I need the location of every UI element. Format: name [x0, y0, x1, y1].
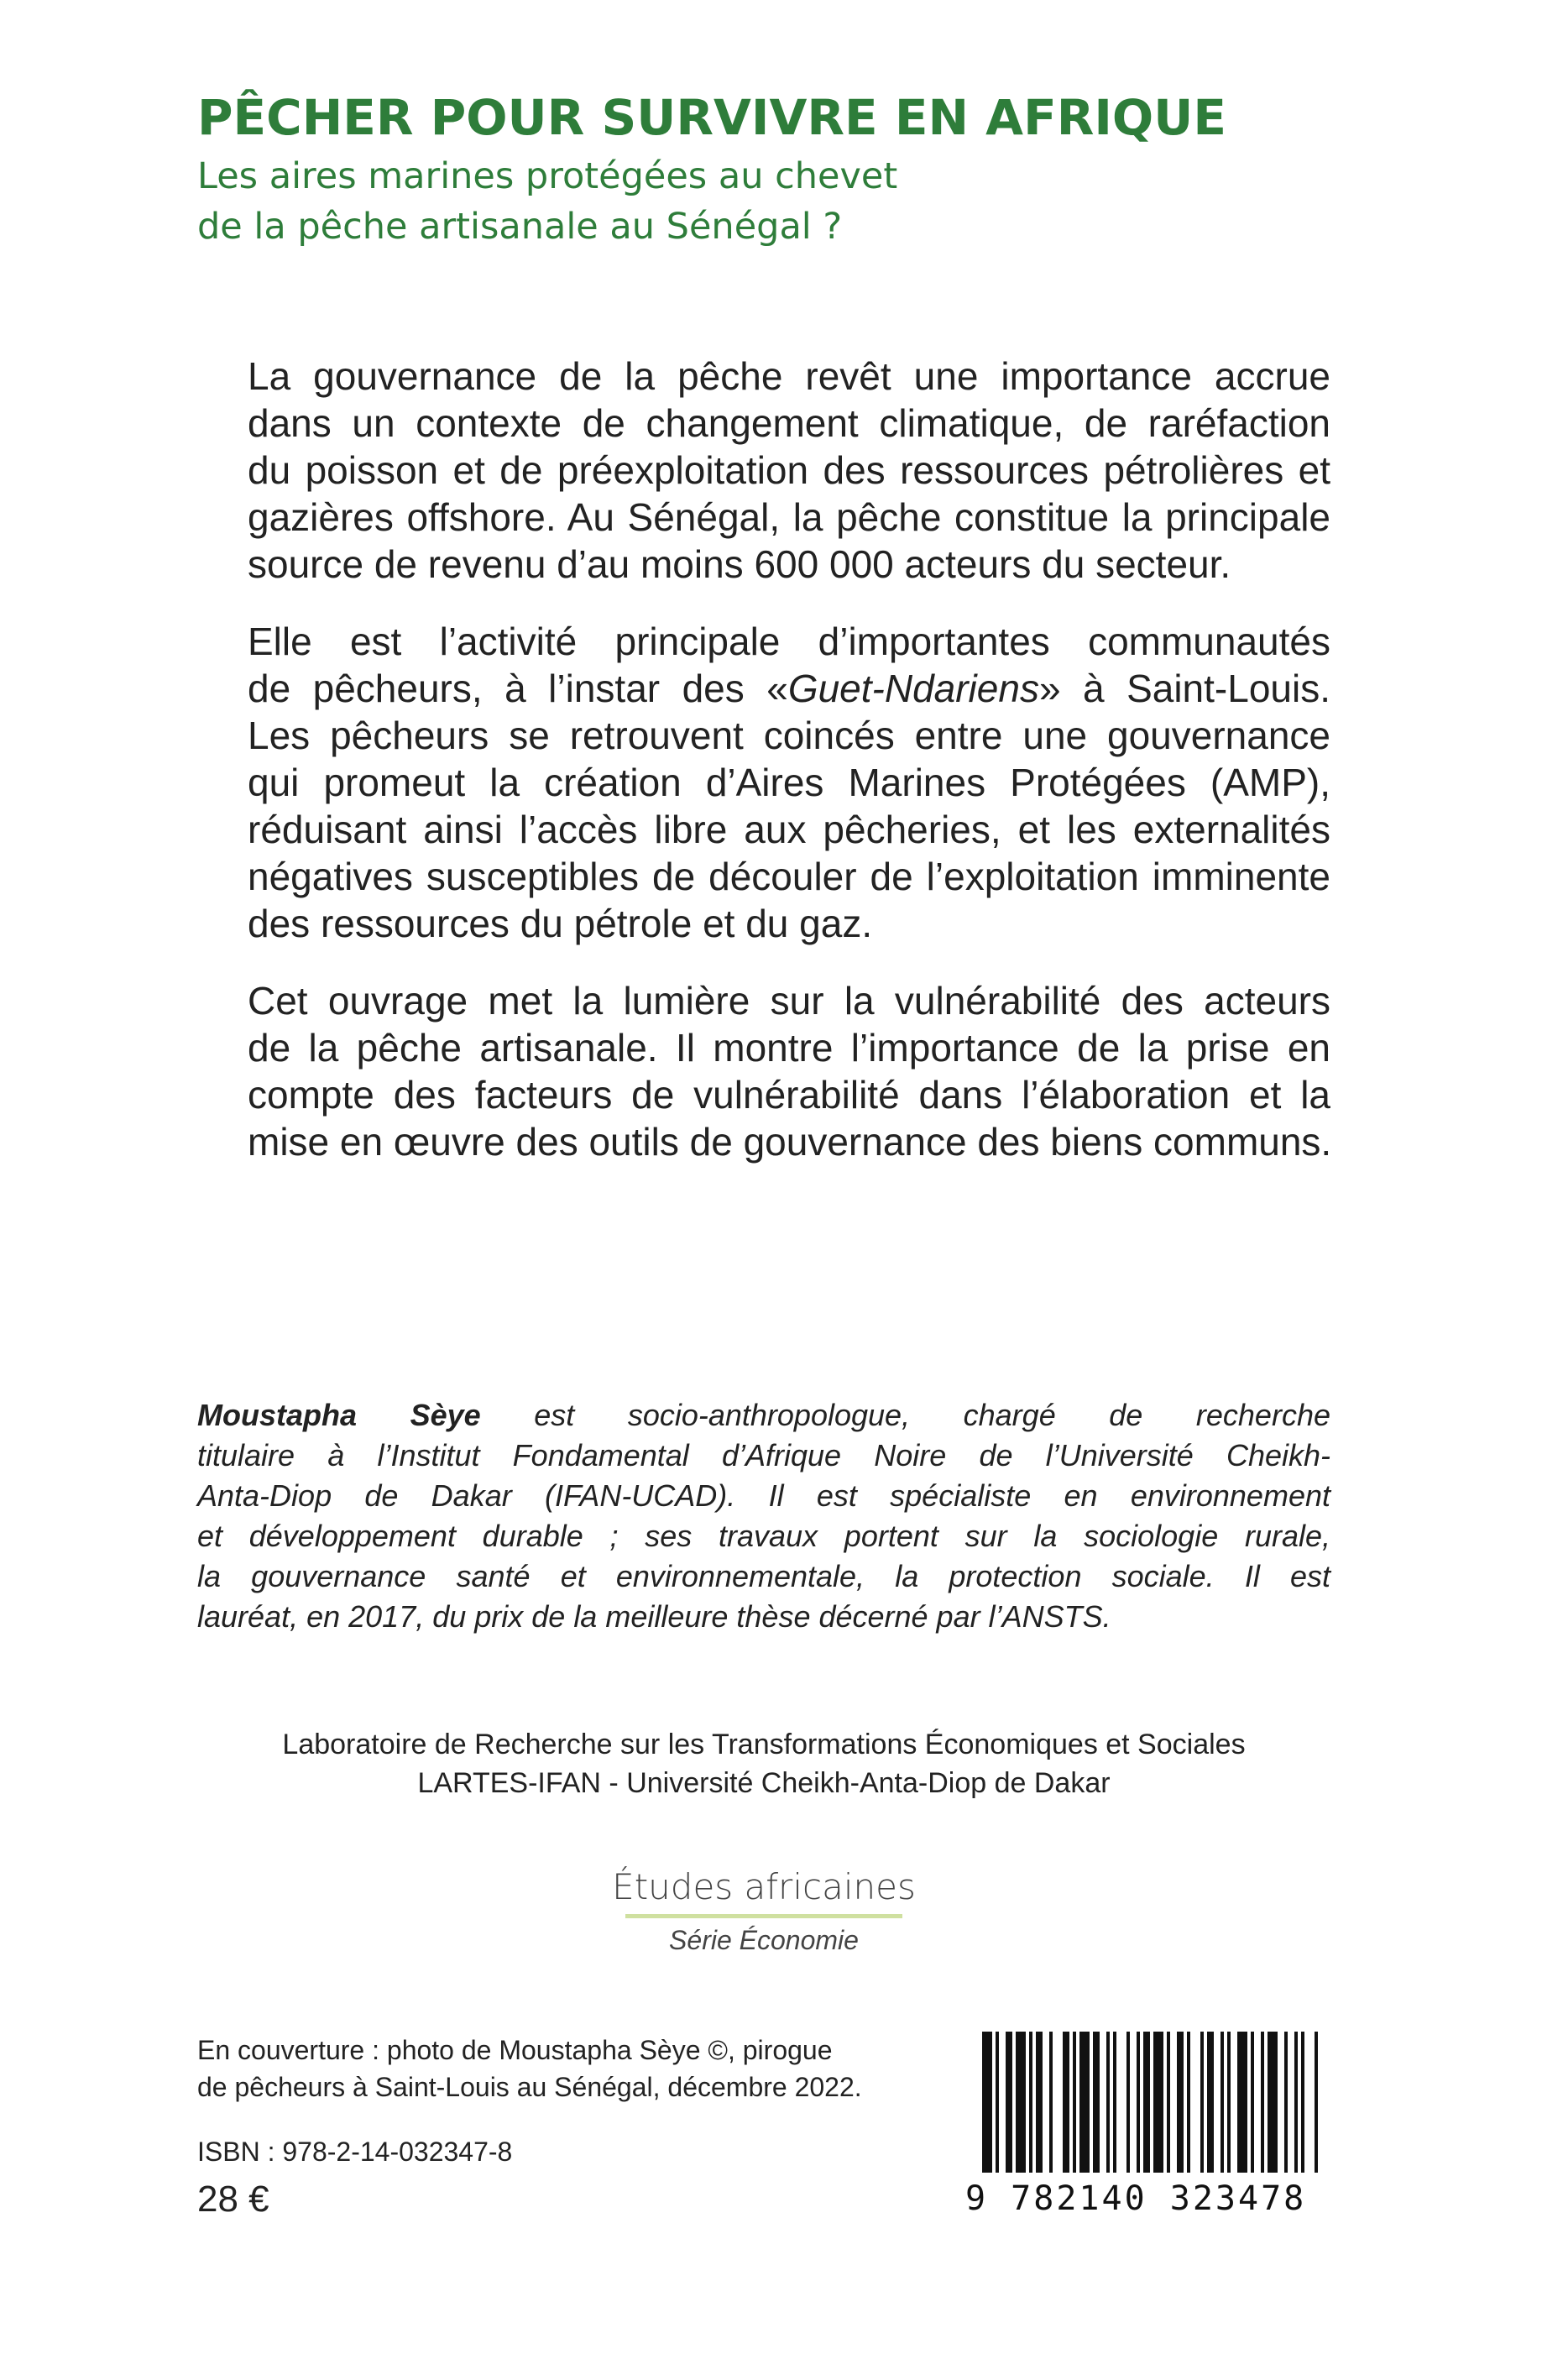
lab-line-1: Laboratoire de Recherche sur les Transformations Économiques et Sociales [282, 1729, 1246, 1760]
text-line: titulaire à l’Institut Fondamental d’Afrique Noire de l’Université Cheikh- [197, 1438, 1330, 1472]
subtitle-line-1: Les aires marines protégées au chevet [197, 155, 898, 197]
text-line: Elle est l’activité principale d’importantes communautés [248, 620, 1330, 663]
barcode-digits: 9 782140 323478 [965, 2179, 1307, 2218]
text-line: dans un contexte de changement climatique, de raréfaction [248, 401, 1330, 445]
text-line: la gouvernance santé et environnementale, la protection sociale. Il est [197, 1559, 1330, 1593]
text-line: réduisant ainsi l’accès libre aux pêcheries, et les externalités [248, 808, 1330, 851]
text-line: Anta-Diop de Dakar (IFAN-UCAD). Il est spécialiste en environnement [197, 1478, 1330, 1513]
text-line: gazières offshore. Au Sénégal, la pêche constitue la principale [248, 495, 1330, 539]
blurb-paragraph-3 [197, 977, 1330, 1165]
text-line: et développement durable ; ses travaux portent sur la sociologie rurale, [197, 1519, 1330, 1553]
price: 28 € [197, 2179, 269, 2220]
text-line: des ressources du pétrole et du gaz. [248, 902, 873, 945]
credit-line-1: En couverture : photo de Moustapha Sèye ©, pirogue [197, 2035, 833, 2065]
series-rule [625, 1914, 902, 1918]
text-segment: » à Saint-Louis. [1038, 667, 1330, 710]
blurb [197, 353, 1330, 1195]
text-segment: est socio-anthropologue, chargé de recherche [480, 1398, 1330, 1432]
text-line: lauréat, en 2017, du prix de la meilleure thèse décerné par l’ANSTS. [197, 1599, 1111, 1634]
text-line: de la pêche artisanale. Il montre l’importance de la prise en [248, 1026, 1330, 1070]
series-subtitle: Série Économie [669, 1925, 859, 1955]
author-bio [197, 1395, 1330, 1637]
text-line: source de revenu d’au moins 600 000 acteurs du secteur. [248, 542, 1231, 586]
credit-line-2: de pêcheurs à Saint-Louis au Sénégal, décembre 2022. [197, 2072, 862, 2102]
lab-line-2: LARTES-IFAN - Université Cheikh-Anta-Diop de Dakar [417, 1767, 1111, 1799]
text-line [197, 1395, 1330, 1436]
blurb-paragraph-2 [197, 618, 1330, 947]
text-line: Cet ouvrage met la lumière sur la vulnérabilité des acteurs [248, 979, 1330, 1023]
author-name: Moustapha Sèye [197, 1398, 481, 1432]
book-title: PÊCHER POUR SURVIVRE EN AFRIQUE [197, 89, 1226, 146]
community-name: Guet-Ndariens [787, 667, 1039, 710]
text-line: La gouvernance de la pêche revêt une importance accrue [248, 354, 1330, 398]
subtitle-line-2: de la pêche artisanale au Sénégal ? [197, 206, 843, 248]
isbn: ISBN : 978-2-14-032347-8 [197, 2137, 513, 2167]
text-line: compte des facteurs de vulnérabilité dans l’élaboration et la [248, 1073, 1330, 1117]
cover-photo-credit [197, 2032, 953, 2105]
text-line: mise en œuvre des outils de gouvernance des biens communs. [248, 1120, 1332, 1164]
series-logo [588, 1864, 940, 1956]
text-line: Les pêcheurs se retrouvent coincés entre une gouvernance [248, 714, 1330, 757]
text-line: qui promeut la création d’Aires Marines Protégées (AMP), [248, 761, 1330, 804]
series-name: Études africaines [612, 1866, 916, 1907]
laboratory-credit [197, 1725, 1330, 1802]
text-line [197, 665, 1330, 712]
text-segment: de pêcheurs, à l’instar des « [248, 667, 788, 710]
blurb-paragraph-1 [197, 353, 1330, 588]
text-line: négatives susceptibles de découler de l’exploitation imminente [248, 855, 1330, 898]
book-subtitle [197, 151, 1288, 252]
text-line: du poisson et de préexploitation des ressources pétrolières et [248, 448, 1330, 492]
